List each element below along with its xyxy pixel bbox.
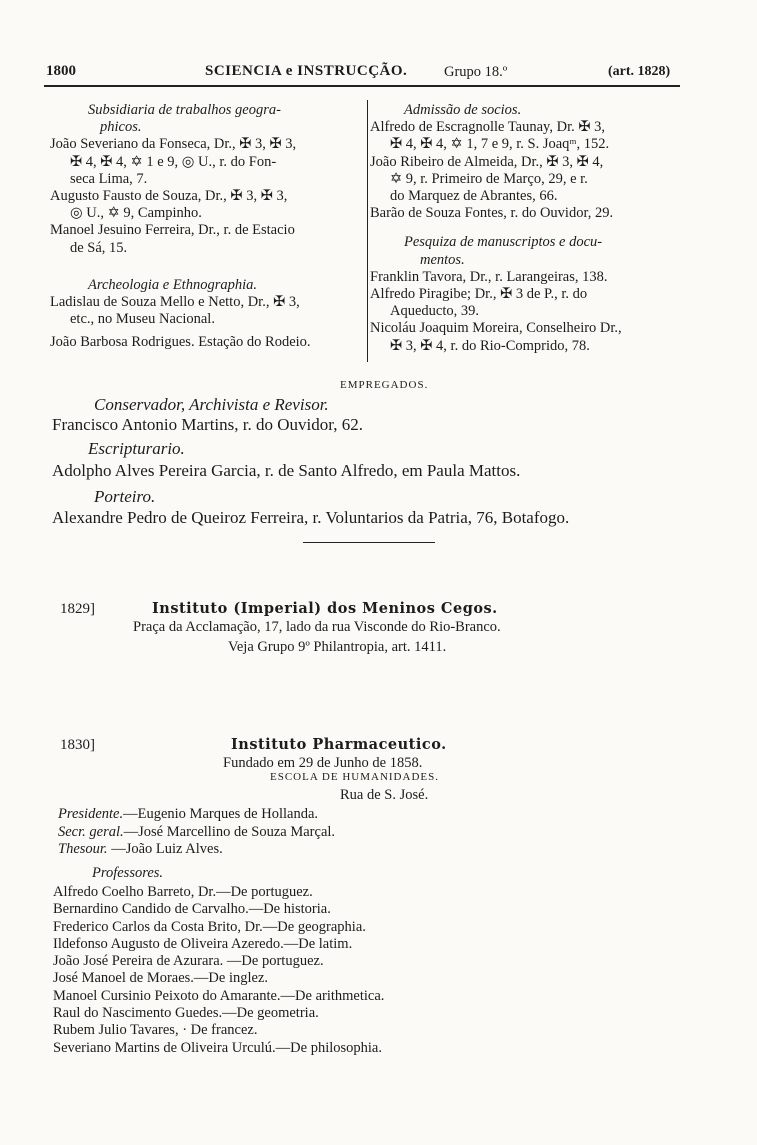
list-item: Ildefonso Augusto de Oliveira Azeredo.—De latim.	[53, 935, 353, 952]
institution-title-cegos: Instituto (Imperial) dos Meninos Cegos.	[152, 600, 498, 617]
officer-role: Thesour.	[58, 841, 108, 857]
empregados-heading: EMPREGADOS.	[340, 379, 429, 391]
list-item: Ladislau de Souza Mello e Netto, Dr., ✠ 3,	[50, 294, 300, 311]
officers-list	[58, 806, 335, 859]
list-item: do Marquez de Abrantes, 66.	[390, 188, 558, 205]
list-item: Franklin Tavora, Dr., r. Larangeiras, 138.	[370, 268, 608, 285]
role-escripturario: Escripturario.	[88, 439, 185, 458]
list-item: João José Pereira de Azurara. —De portuguez.	[53, 953, 324, 970]
list-item: de Sá, 15.	[70, 239, 128, 256]
section-title-archeologia: Archeologia e Ethnographia.	[88, 276, 258, 293]
list-item: etc., no Museu Nacional.	[70, 311, 215, 328]
officer-role: Presidente.	[58, 806, 124, 822]
list-item: João Barbosa Rodrigues. Estação do Rodeio.	[50, 334, 311, 351]
founding-date: Fundado em 29 de Junho de 1858.	[223, 755, 423, 771]
officer-name: —José Marcellino de Souza Marçal.	[123, 823, 336, 840]
list-item: Aqueducto, 39.	[390, 303, 479, 320]
officer-row	[58, 806, 335, 824]
list-item: João Ribeiro de Almeida, Dr., ✠ 3, ✠ 4,	[370, 153, 604, 170]
list-item: Manoel Jesuino Ferreira, Dr., r. de Estacio	[50, 222, 295, 239]
list-item: Manoel Cursinio Peixoto do Amarante.—De arithmetica.	[53, 987, 385, 1004]
officer-row	[58, 841, 335, 859]
role-conservador: Conservador, Archivista e Revisor.	[94, 395, 329, 414]
institution-title-pharm: Instituto Pharmaceutico.	[231, 736, 447, 753]
officer-name: —João Luiz Alves.	[107, 841, 223, 857]
list-item: Rubem Julio Tavares, · De francez.	[53, 1022, 258, 1039]
list-item: ✠ 4, ✠ 4, ✡ 1, 7 e 9, r. S. Joaqᵐ, 152.	[390, 136, 610, 153]
list-item: João Severiano da Fonseca, Dr., ✠ 3, ✠ 3,	[50, 136, 297, 153]
school-name: ESCOLA DE HUMANIDADES.	[270, 771, 439, 783]
list-item: Nicoláu Joaquim Moreira, Conselheiro Dr.,	[370, 320, 622, 337]
list-item: Raul do Nascimento Guedes.—De geometria.	[53, 1005, 319, 1022]
role-porteiro: Porteiro.	[94, 487, 156, 506]
list-item: ✠ 4, ✠ 4, ✡ 1 e 9, ◎ U., r. do Fon-	[70, 153, 277, 170]
section-title-admissao: Admissão de socios.	[404, 102, 522, 118]
list-item: ✠ 3, ✠ 4, r. do Rio-Comprido, 78.	[390, 337, 590, 354]
person-porteiro: Alexandre Pedro de Queiroz Ferreira, r. Voluntarios da Patria, 76, Botafogo.	[52, 508, 570, 527]
list-item: José Manoel de Moraes.—De inglez.	[53, 970, 269, 987]
section-divider	[303, 542, 435, 543]
section-title-subsidiaria-cont: phicos.	[100, 119, 142, 136]
article-label: (art. 1828)	[608, 64, 671, 79]
list-item: Frederico Carlos da Costa Brito, Dr.—De geographia.	[53, 918, 366, 935]
article-number-1829: 1829]	[60, 601, 95, 617]
section-title-subsidiaria: Subsidiaria de trabalhos geogra-	[88, 102, 281, 118]
list-item: seca Lima, 7.	[70, 170, 148, 187]
professors-heading: Professores.	[92, 865, 164, 881]
running-title: SCIENCIA e INSTRUCÇÃO.	[205, 63, 408, 79]
list-item: Bernardino Candido de Carvalho.—De historia.	[53, 901, 331, 918]
article-number-1830: 1830]	[60, 737, 95, 753]
header-rule	[44, 85, 680, 87]
list-item: ◎ U., ✡ 9, Campinho.	[70, 205, 202, 222]
officer-name: —Eugenio Marques de Hollanda.	[123, 806, 319, 822]
professors-list	[53, 884, 384, 1057]
officer-role: Secr. geral.	[58, 823, 124, 840]
list-item: Severiano Martins de Oliveira Urculú.—De philosophia.	[53, 1039, 382, 1056]
person-escripturario: Adolpho Alves Pereira Garcia, r. de Santo Alfredo, em Paula Mattos.	[52, 461, 521, 480]
column-divider	[367, 100, 368, 362]
section-title-pesquiza-cont: mentos.	[420, 251, 465, 268]
list-item: Alfredo Piragibe; Dr., ✠ 3 de P., r. do	[370, 286, 588, 303]
group-label: Grupo 18.º	[444, 64, 508, 80]
street-address: Rua de S. José.	[340, 787, 429, 803]
person-conservador: Francisco Antonio Martins, r. do Ouvidor, 62.	[52, 415, 363, 434]
list-item: Alfredo Coelho Barreto, Dr.—De portuguez.	[53, 884, 313, 900]
officer-row	[58, 824, 335, 842]
list-item: Augusto Fausto de Souza, Dr., ✠ 3, ✠ 3,	[50, 188, 288, 205]
left-column	[50, 102, 366, 352]
institution-reference-cegos: Veja Grupo 9º Philantropia, art. 1411.	[228, 639, 447, 655]
list-item: ✡ 9, r. Primeiro de Março, 29, e r.	[390, 170, 588, 187]
institution-address-cegos: Praça da Acclamação, 17, lado da rua Visconde do Rio-Branco.	[133, 619, 501, 635]
page-number: 1800	[46, 63, 76, 79]
list-item: Alfredo de Escragnolle Taunay, Dr. ✠ 3,	[370, 119, 606, 136]
list-item: Barão de Souza Fontes, r. do Ouvidor, 29.	[370, 205, 614, 222]
section-title-pesquiza: Pesquiza de manuscriptos e docu-	[404, 234, 603, 251]
right-column	[370, 102, 686, 355]
